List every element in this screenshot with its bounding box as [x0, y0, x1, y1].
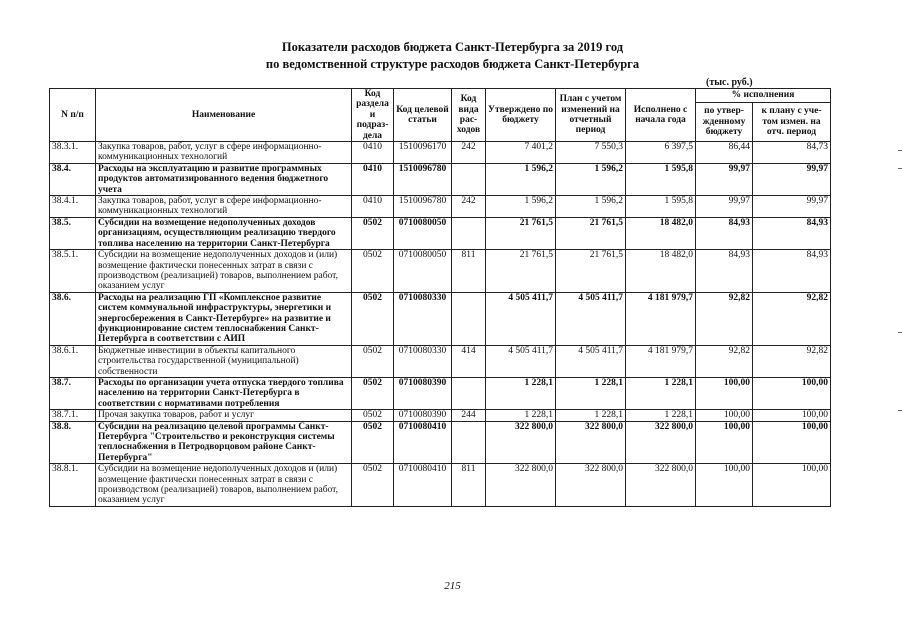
- cell-plan: 7 550,3: [556, 142, 626, 164]
- page-number: 215: [444, 580, 461, 592]
- cell-percent-approved: 99,97: [696, 163, 753, 195]
- cell-num: 38.3.1.: [50, 142, 96, 164]
- cell-target-code: 0710080050: [394, 250, 452, 293]
- cell-target-code: 0710080330: [394, 345, 452, 377]
- cell-name: Субсидии на возмещение недополученных доходов организациям, осуществляющим реализацию твердого топлива населению на территории Санкт-Петербурга: [96, 217, 352, 249]
- cell-section-code: 0410: [352, 142, 394, 164]
- cell-section-code: 0502: [352, 345, 394, 377]
- cell-percent-approved: 100,00: [696, 464, 753, 507]
- cell-approved: 4 505 411,7: [486, 345, 556, 377]
- cell-num: 38.6.1.: [50, 345, 96, 377]
- cell-num: 38.7.: [50, 377, 96, 409]
- margin-mark: [898, 410, 902, 411]
- cell-executed: 1 595,8: [626, 163, 696, 195]
- cell-approved: 4 505 411,7: [486, 292, 556, 345]
- cell-type-code: 811: [452, 464, 486, 507]
- document-title-line2: по ведомственной структуре расходов бюджета Санкт-Петербурга: [265, 57, 640, 71]
- cell-percent-approved: 84,93: [696, 250, 753, 293]
- table-row: [50, 421, 831, 464]
- table-row: [50, 410, 831, 421]
- cell-approved: 322 800,0: [486, 421, 556, 464]
- table-row: [50, 377, 831, 409]
- cell-type-code: 811: [452, 250, 486, 293]
- cell-section-code: 0502: [352, 421, 394, 464]
- cell-type-code: [452, 377, 486, 409]
- margin-mark: [898, 332, 902, 333]
- cell-percent-plan: 84,73: [753, 142, 831, 164]
- cell-section-code: 0410: [352, 196, 394, 218]
- cell-percent-plan: 99,97: [753, 196, 831, 218]
- cell-type-code: [452, 163, 486, 195]
- cell-target-code: 0710080330: [394, 292, 452, 345]
- cell-target-code: 1510096780: [394, 196, 452, 218]
- header-percent-group: % исполнения: [696, 89, 831, 103]
- cell-percent-approved: 84,93: [696, 217, 753, 249]
- cell-num: 38.4.1.: [50, 196, 96, 218]
- cell-num: 38.5.: [50, 217, 96, 249]
- header-plan: План с учетом изменений на отчетный период: [556, 89, 626, 142]
- cell-num: 38.8.: [50, 421, 96, 464]
- cell-approved: 1 228,1: [486, 410, 556, 421]
- cell-executed: 18 482,0: [626, 250, 696, 293]
- cell-section-code: 0502: [352, 217, 394, 249]
- cell-executed: 4 181 979,7: [626, 345, 696, 377]
- cell-percent-plan: 92,82: [753, 345, 831, 377]
- header-approved: Утверждено по бюджету: [486, 89, 556, 142]
- cell-name: Субсидии на возмещение недополученных доходов и (или) возмещение фактически понесенных затрат в связи с производством (реализацией) товаров, выполнением работ, оказанием услуг: [96, 250, 352, 293]
- cell-percent-approved: 99,97: [696, 196, 753, 218]
- cell-type-code: [452, 421, 486, 464]
- cell-plan: 4 505 411,7: [556, 345, 626, 377]
- cell-name: Субсидии на возмещение недополученных доходов и (или) возмещение фактически понесенных затрат в связи с производством (реализацией) товаров, выполнением работ, оказанием услуг: [96, 464, 352, 507]
- cell-section-code: 0502: [352, 464, 394, 507]
- cell-type-code: 242: [452, 196, 486, 218]
- cell-percent-approved: 100,00: [696, 421, 753, 464]
- cell-target-code: 0710080410: [394, 464, 452, 507]
- cell-plan: 4 505 411,7: [556, 292, 626, 345]
- cell-target-code: 0710080390: [394, 410, 452, 421]
- header-num: N п/п: [50, 89, 96, 142]
- margin-mark: [898, 168, 902, 169]
- cell-percent-plan: 100,00: [753, 464, 831, 507]
- cell-plan: 1 596,2: [556, 196, 626, 218]
- header-type-code: Код вида рас-ходов: [452, 89, 486, 142]
- cell-percent-plan: 99,97: [753, 163, 831, 195]
- cell-num: 38.6.: [50, 292, 96, 345]
- cell-approved: 21 761,5: [486, 250, 556, 293]
- header-section-code: Код раздела и подраз-дела: [352, 89, 394, 142]
- cell-plan: 1 228,1: [556, 410, 626, 421]
- cell-type-code: 244: [452, 410, 486, 421]
- table-row: [50, 142, 831, 164]
- cell-executed: 6 397,5: [626, 142, 696, 164]
- cell-executed: 4 181 979,7: [626, 292, 696, 345]
- cell-type-code: 414: [452, 345, 486, 377]
- table-row: [50, 217, 831, 249]
- cell-target-code: 0710080390: [394, 377, 452, 409]
- cell-executed: 322 800,0: [626, 421, 696, 464]
- cell-plan: 21 761,5: [556, 217, 626, 249]
- cell-name: Прочая закупка товаров, работ и услуг: [96, 410, 352, 421]
- cell-percent-plan: 92,82: [753, 292, 831, 345]
- cell-section-code: 0502: [352, 377, 394, 409]
- cell-approved: 1 596,2: [486, 196, 556, 218]
- budget-table: [49, 88, 831, 507]
- units-label: (тыс. руб.): [706, 77, 753, 88]
- header-target-code: Код целевой статьи: [394, 89, 452, 142]
- cell-approved: 322 800,0: [486, 464, 556, 507]
- cell-target-code: 0710080410: [394, 421, 452, 464]
- cell-name: Закупка товаров, работ, услуг в сфере информационно-коммуникационных технологий: [96, 196, 352, 218]
- cell-target-code: 1510096170: [394, 142, 452, 164]
- cell-percent-plan: 100,00: [753, 410, 831, 421]
- cell-percent-plan: 100,00: [753, 421, 831, 464]
- header-name: Наименование: [96, 89, 352, 142]
- cell-percent-plan: 84,93: [753, 217, 831, 249]
- cell-num: 38.8.1.: [50, 464, 96, 507]
- cell-type-code: [452, 292, 486, 345]
- cell-executed: 322 800,0: [626, 464, 696, 507]
- cell-percent-approved: 86,44: [696, 142, 753, 164]
- cell-approved: 7 401,2: [486, 142, 556, 164]
- cell-executed: 1 228,1: [626, 410, 696, 421]
- cell-plan: 1 228,1: [556, 377, 626, 409]
- cell-num: 38.4.: [50, 163, 96, 195]
- document-title-line1: Показатели расходов бюджета Санкт-Петербурга за 2019 год: [281, 40, 624, 54]
- cell-executed: 1 595,8: [626, 196, 696, 218]
- margin-mark: [898, 150, 902, 151]
- table-row: [50, 345, 831, 377]
- cell-name: Расходы по организации учета отпуска твердого топлива населению на территории Санкт-Петербурга в соответствии с нормативами потребления: [96, 377, 352, 409]
- cell-executed: 1 228,1: [626, 377, 696, 409]
- cell-name: Расходы на эксплуатацию и развитие программных продуктов автоматизированного ведения бюджетного учета: [96, 163, 352, 195]
- cell-approved: 21 761,5: [486, 217, 556, 249]
- cell-type-code: [452, 217, 486, 249]
- cell-section-code: 0502: [352, 410, 394, 421]
- cell-plan: 1 596,2: [556, 163, 626, 195]
- cell-name: Бюджетные инвестиции в объекты капитального строительства государственной (муниципальной) собственности: [96, 345, 352, 377]
- cell-target-code: 0710080050: [394, 217, 452, 249]
- cell-percent-plan: 100,00: [753, 377, 831, 409]
- header-percent-plan: к плану с уче-том измен. на отч. период: [753, 102, 831, 141]
- cell-name: Субсидии на реализацию целевой программы Санкт-Петербурга "Строительство и реконструкция системы теплоснабжения в Петродворцовом районе Санкт-Петербурга": [96, 421, 352, 464]
- cell-plan: 322 800,0: [556, 421, 626, 464]
- table-row: [50, 250, 831, 293]
- cell-type-code: 242: [452, 142, 486, 164]
- cell-plan: 21 761,5: [556, 250, 626, 293]
- cell-percent-approved: 92,82: [696, 345, 753, 377]
- table-row: [50, 464, 831, 507]
- table-row: [50, 196, 831, 218]
- cell-section-code: 0502: [352, 250, 394, 293]
- cell-section-code: 0502: [352, 292, 394, 345]
- cell-percent-plan: 84,93: [753, 250, 831, 293]
- cell-num: 38.5.1.: [50, 250, 96, 293]
- cell-section-code: 0410: [352, 163, 394, 195]
- cell-target-code: 1510096780: [394, 163, 452, 195]
- header-percent-approved: по утвер-жденному бюджету: [696, 102, 753, 141]
- cell-executed: 18 482,0: [626, 217, 696, 249]
- header-executed: Исполнено с начала года: [626, 89, 696, 142]
- cell-percent-approved: 92,82: [696, 292, 753, 345]
- cell-name: Закупка товаров, работ, услуг в сфере информационно-коммуникационных технологий: [96, 142, 352, 164]
- table-row: [50, 292, 831, 345]
- cell-percent-approved: 100,00: [696, 410, 753, 421]
- cell-approved: 1 596,2: [486, 163, 556, 195]
- cell-plan: 322 800,0: [556, 464, 626, 507]
- cell-num: 38.7.1.: [50, 410, 96, 421]
- table-body: [50, 142, 831, 507]
- cell-approved: 1 228,1: [486, 377, 556, 409]
- table-row: [50, 163, 831, 195]
- cell-percent-approved: 100,00: [696, 377, 753, 409]
- cell-name: Расходы на реализацию ГП «Комплексное развитие систем коммунальной инфраструктуры, энергетики и энергосбережения в Санкт-Петербурге» на развитие и функционирование систем теплоснабжения Санкт-Петербурга в соответствии с АИП: [96, 292, 352, 345]
